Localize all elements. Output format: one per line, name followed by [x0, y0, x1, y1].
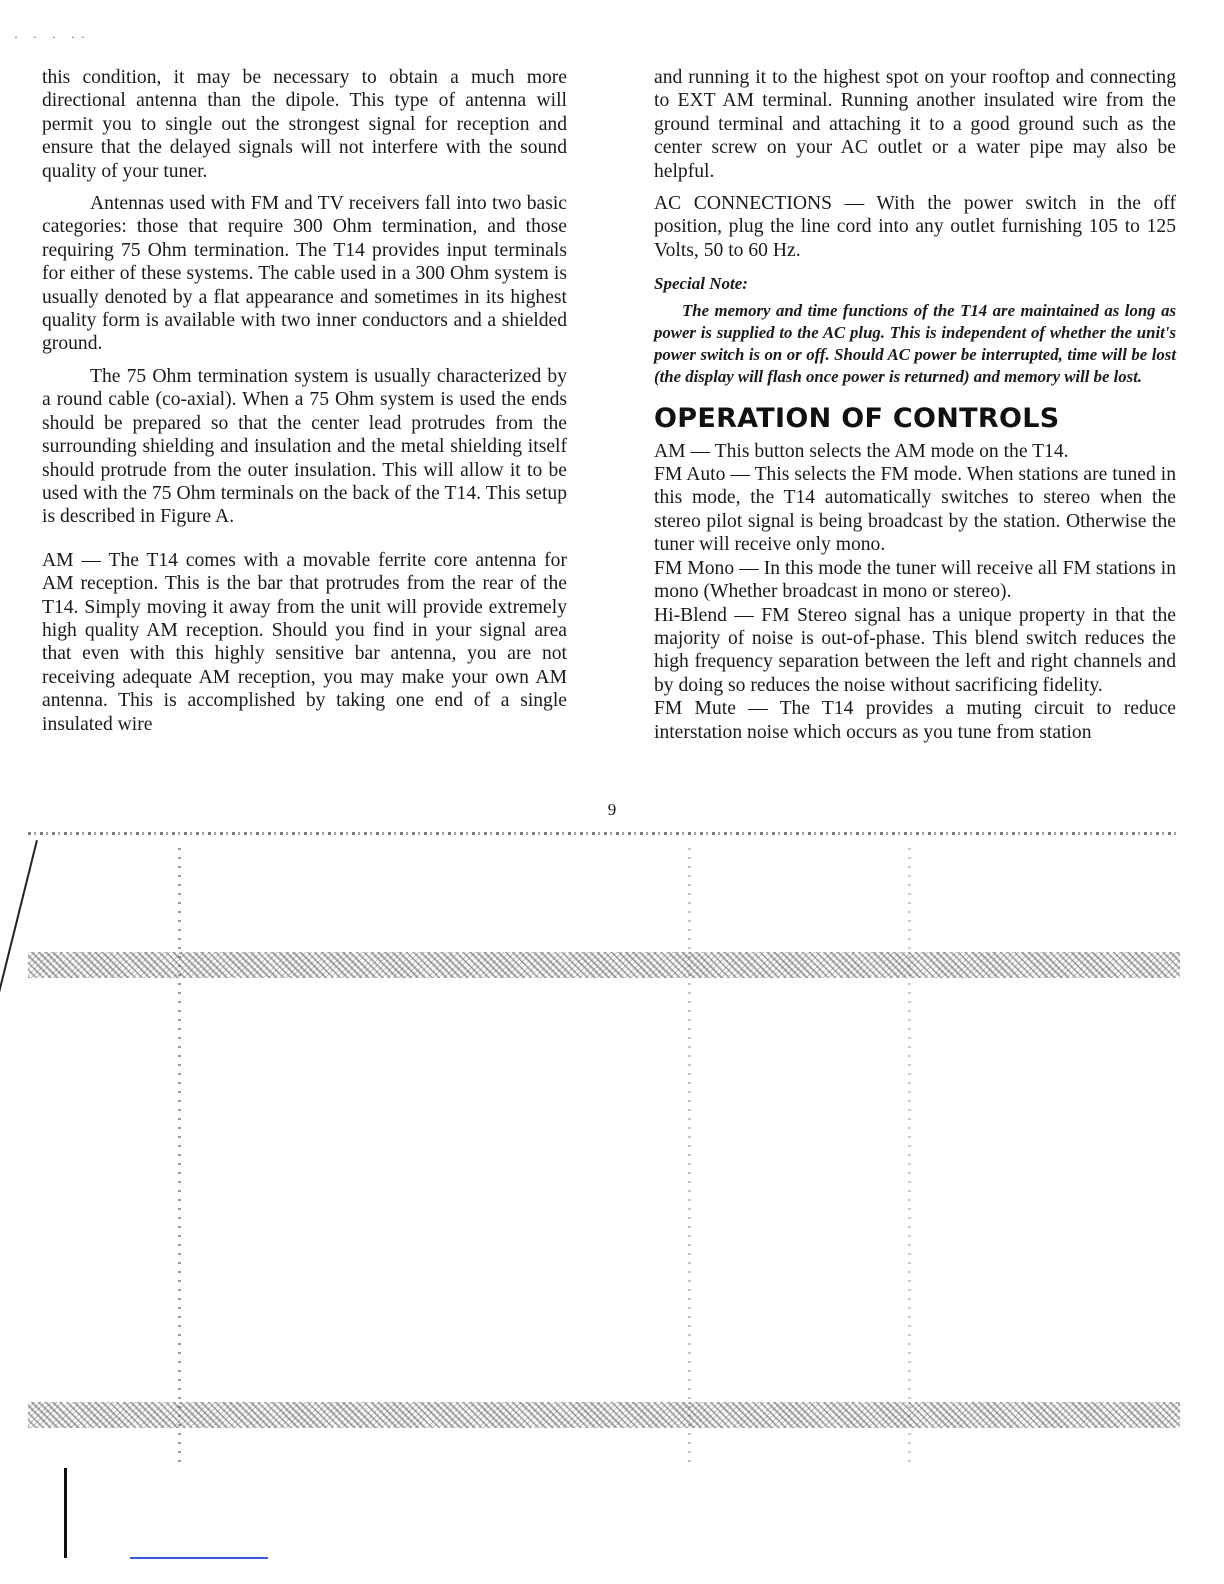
right-column [654, 66, 1176, 744]
paragraph-75-ohm-system: The 75 Ohm termination system is usually characterized by a round cable (co-axial). When a 75 Ohm system is used the ends should be prepared so that the center lead protrudes from the surrounding shielding and insulation and the metal shielding itself should protrude from the outer insulation. This will allow it to be used with the 75 Ohm terminals on the back of the T14. This setup is described in Figure A. [42, 365, 567, 528]
scan-speckle: · · · ·· [14, 30, 91, 44]
left-column [42, 66, 567, 736]
paragraph-directional-antenna: this condition, it may be necessary to obtain a much more directional antenna than the dipole. This type of antenna will permit you to single out the strongest signal for reception and ensure that the delayed signals will not interfere with the sound quality of your tuner. [42, 67, 567, 182]
paragraph-am-antenna: AM — The T14 comes with a movable ferrite core antenna for AM reception. This is the bar that protrudes from the rear of the T14. Simply moving it away from the unit will provide extremely high quality AM reception. Should you find in your signal area that even with this highly sensitive bar antenna, you are not receiving adequate AM reception, you may make your own AM antenna. This is accomplished by taking one end of a single insulated wire [42, 549, 567, 735]
scan-artifact-vertical [178, 848, 181, 1468]
page-number: 9 [607, 800, 617, 819]
special-note-text: The memory and time functions of the T14 are maintained as long as power is supplied to the AC plug. This is independent of whether the unit's power switch is on or off. Should AC power be interrupted, time will be lost (the display will flash once power is returned) and memory will be lost. [654, 300, 1176, 386]
scan-artifact-blue-line [130, 1557, 268, 1559]
paragraph-am-wire: and running it to the highest spot on your rooftop and connecting to EXT AM terminal. Running another insulated wire from the ground terminal and attaching it to a good ground such as the center screw on your AC outlet or a water pipe may also be helpful. [654, 67, 1176, 182]
scan-artifact-vertical [908, 848, 911, 1468]
scan-artifact-area [28, 828, 1180, 1568]
scan-artifact-rule [28, 832, 1180, 835]
scan-artifact-slash [0, 840, 38, 1054]
control-hi-blend: Hi-Blend — FM Stereo signal has a unique property in that the majority of noise is out-of-phase. This blend switch reduces the high frequency separation between the left and right channels and by doing so reduces the noise without sacrificing fidelity. [654, 604, 1176, 696]
scan-artifact-bar [64, 1468, 67, 1558]
paragraph-ac-connections: AC CONNECTIONS — With the power switch in the off position, plug the line cord into any outlet furnishing 105 to 125 Volts, 50 to 60 Hz. [654, 193, 1176, 261]
section-heading-operation-of-controls: OPERATION OF CONTROLS [654, 402, 1060, 434]
special-note-label: Special Note: [654, 274, 748, 294]
control-fm-auto: FM Auto — This selects the FM mode. When stations are tuned in this mode, the T14 automatically switches to stereo when the stereo pilot signal is being broadcast by the station. Otherwise the tuner will receive only mono. [654, 464, 1176, 556]
control-fm-mute: FM Mute — The T14 provides a muting circuit to reduce interstation noise which occurs as you tune from station [654, 698, 1176, 743]
paragraph-antenna-categories: Antennas used with FM and TV receivers fall into two basic categories: those that require 300 Ohm termination, and those requiring 75 Ohm termination. The T14 provides input terminals for either of these systems. The cable used in a 300 Ohm system is usually denoted by a flat appearance and sometimes in its highest quality form is available with two inner conductors and a shielded ground. [42, 193, 567, 355]
control-fm-mono: FM Mono — In this mode the tuner will receive all FM stations in mono (Whether broadcast in mono or stereo). [654, 557, 1176, 603]
scan-artifact-band-top [28, 952, 1180, 978]
scan-artifact-vertical [688, 848, 691, 1468]
control-am: AM — This button selects the AM mode on the T14. [654, 440, 1069, 462]
scan-artifact-band-bottom [28, 1402, 1180, 1428]
